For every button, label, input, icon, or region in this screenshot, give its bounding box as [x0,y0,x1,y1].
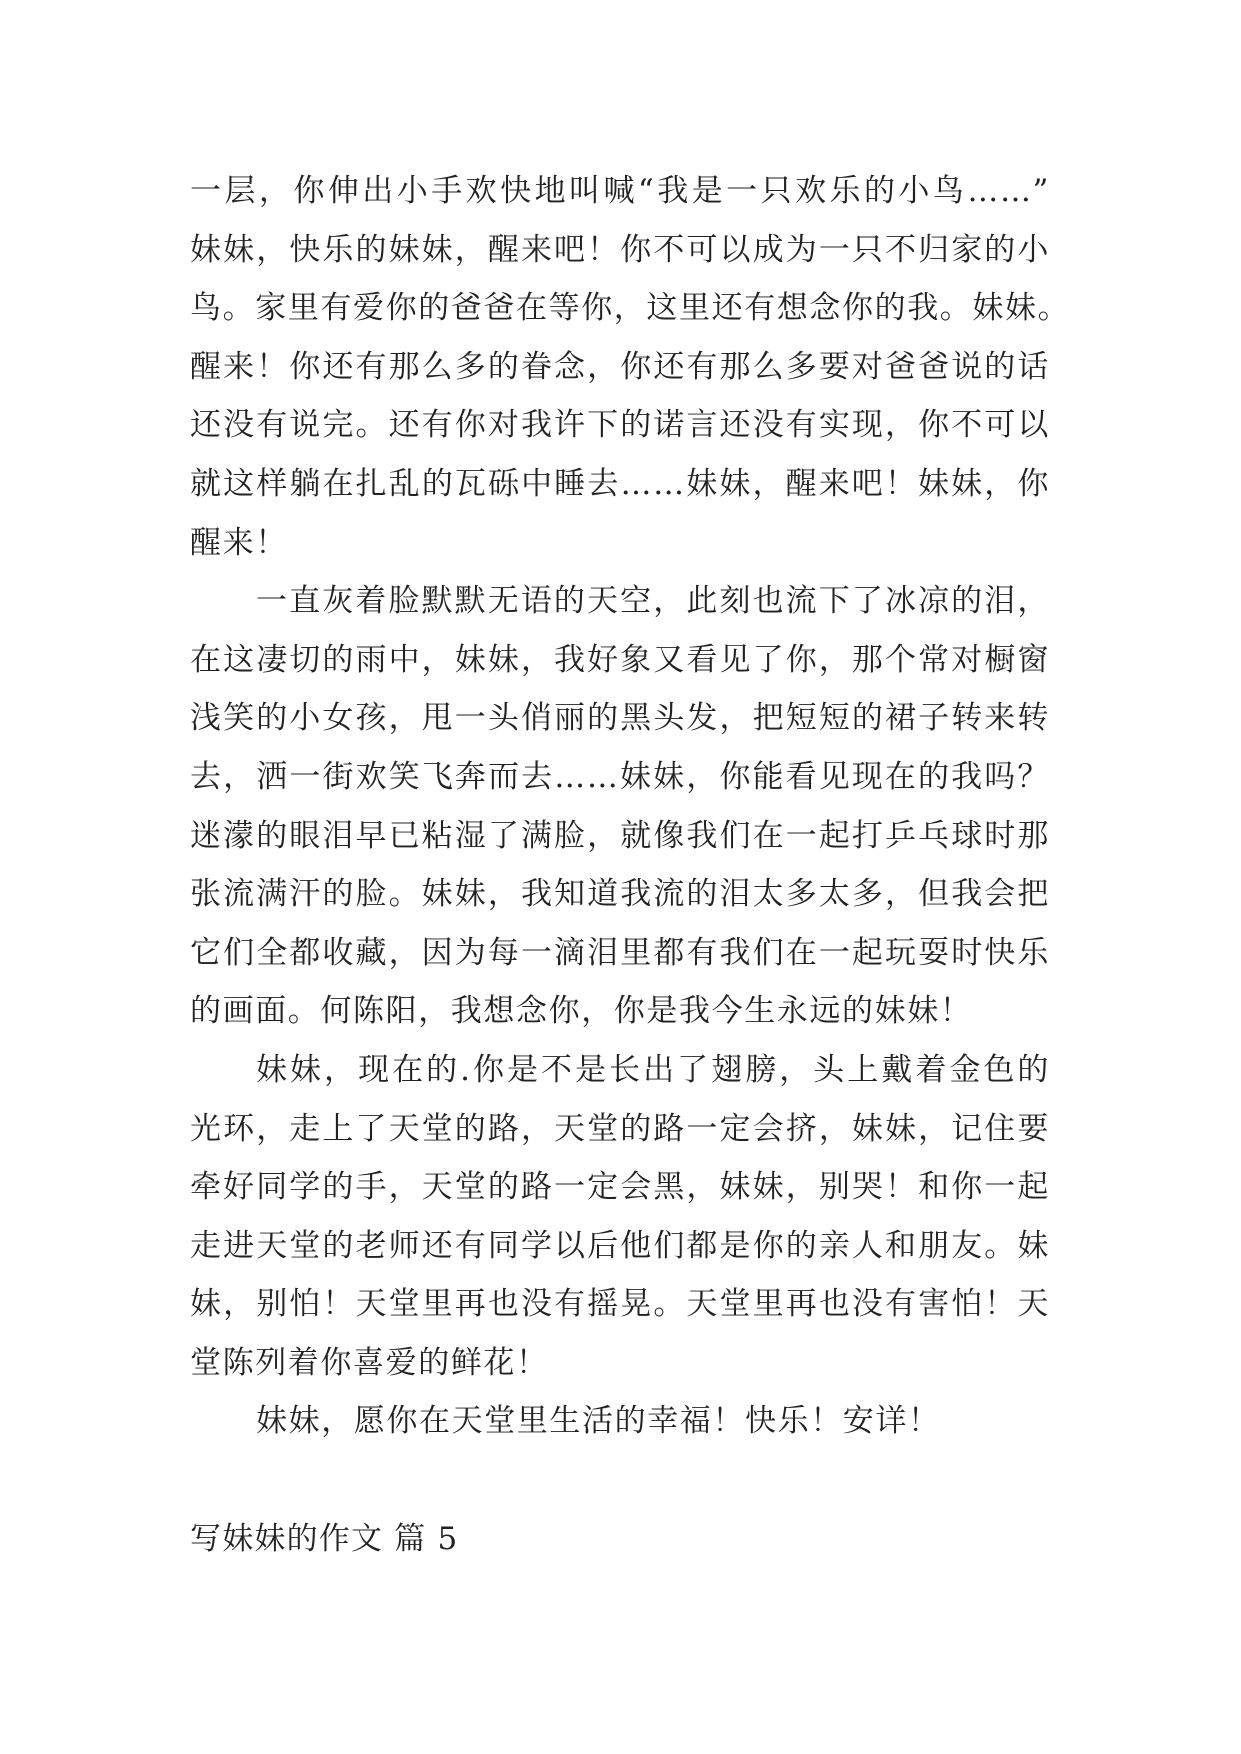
text-line: 醒来！你还有那么多的眷念，你还有那么多要对爸爸说的话 [190,348,1050,385]
text-line: 还没有说完。还有你对我许下的诺言还没有实现，你不可以 [190,407,1050,444]
text-line: 妹妹，现在的.你是不是长出了翅膀，头上戴着金色的 [256,1051,1050,1088]
paragraph-2 [190,572,1050,1041]
text-line: 妹妹，快乐的妹妹，醒来吧！你不可以成为一只不归家的小 [190,231,1050,268]
text-line: 去，洒一街欢笑飞奔而去……妹妹，你能看见现在的我吗？ [190,758,1050,795]
text-line: 走进天堂的老师还有同学以后他们都是你的亲人和朋友。妹 [190,1227,1050,1264]
text-line: 一层，你伸出小手欢快地叫喊“我是一只欢乐的小鸟……” [190,173,1050,209]
text-line: 在这凄切的雨中，妹妹，我好象又看见了你，那个常对橱窗 [190,641,1050,678]
paragraph-3 [190,1041,1050,1393]
text-line: 的画面。何陈阳，我想念你，你是我今生永远的妹妹！ [190,993,973,1030]
text-line: 牵好同学的手，天堂的路一定会黑，妹妹，别哭！和你一起 [190,1169,1050,1206]
text-line: 它们全都收藏，因为每一滴泪里都有我们在一起玩耍时快乐 [190,934,1050,971]
text-line: 浅笑的小女孩，甩一头俏丽的黑头发，把短短的裙子转来转 [190,700,1050,737]
text-line: 迷濛的眼泪早已粘湿了满脸，就像我们在一起打乒乓球时那 [190,817,1050,854]
essay-body [190,162,1071,1451]
text-line: 张流满汗的脸。妹妹，我知道我流的泪太多太多，但我会把 [190,876,1050,913]
paragraph-4 [190,1392,1050,1451]
paragraph-1 [190,162,1071,572]
text-line: 妹妹，愿你在天堂里生活的幸福！快乐！安详！ [256,1403,941,1440]
text-line: 醒来！ [190,524,288,561]
text-line: 一直灰着脸默默无语的天空，此刻也流下了冰凉的泪， [256,583,1050,620]
section-heading: 写妹妹的作文 篇 5 [190,1521,459,1557]
text-line: 鸟。家里有爱你的爸爸在等你，这里还有想念你的我。妹妹。 [190,290,1071,327]
text-line: 堂陈列着你喜爱的鲜花！ [190,1344,549,1381]
text-line: 就这样躺在扎乱的瓦砾中睡去……妹妹，醒来吧！妹妹，你 [190,465,1050,502]
text-line: 妹，别怕！天堂里再也没有摇晃。天堂里再也没有害怕！天 [190,1286,1050,1323]
text-line: 光环，走上了天堂的路，天堂的路一定会挤，妹妹，记住要 [190,1110,1050,1147]
